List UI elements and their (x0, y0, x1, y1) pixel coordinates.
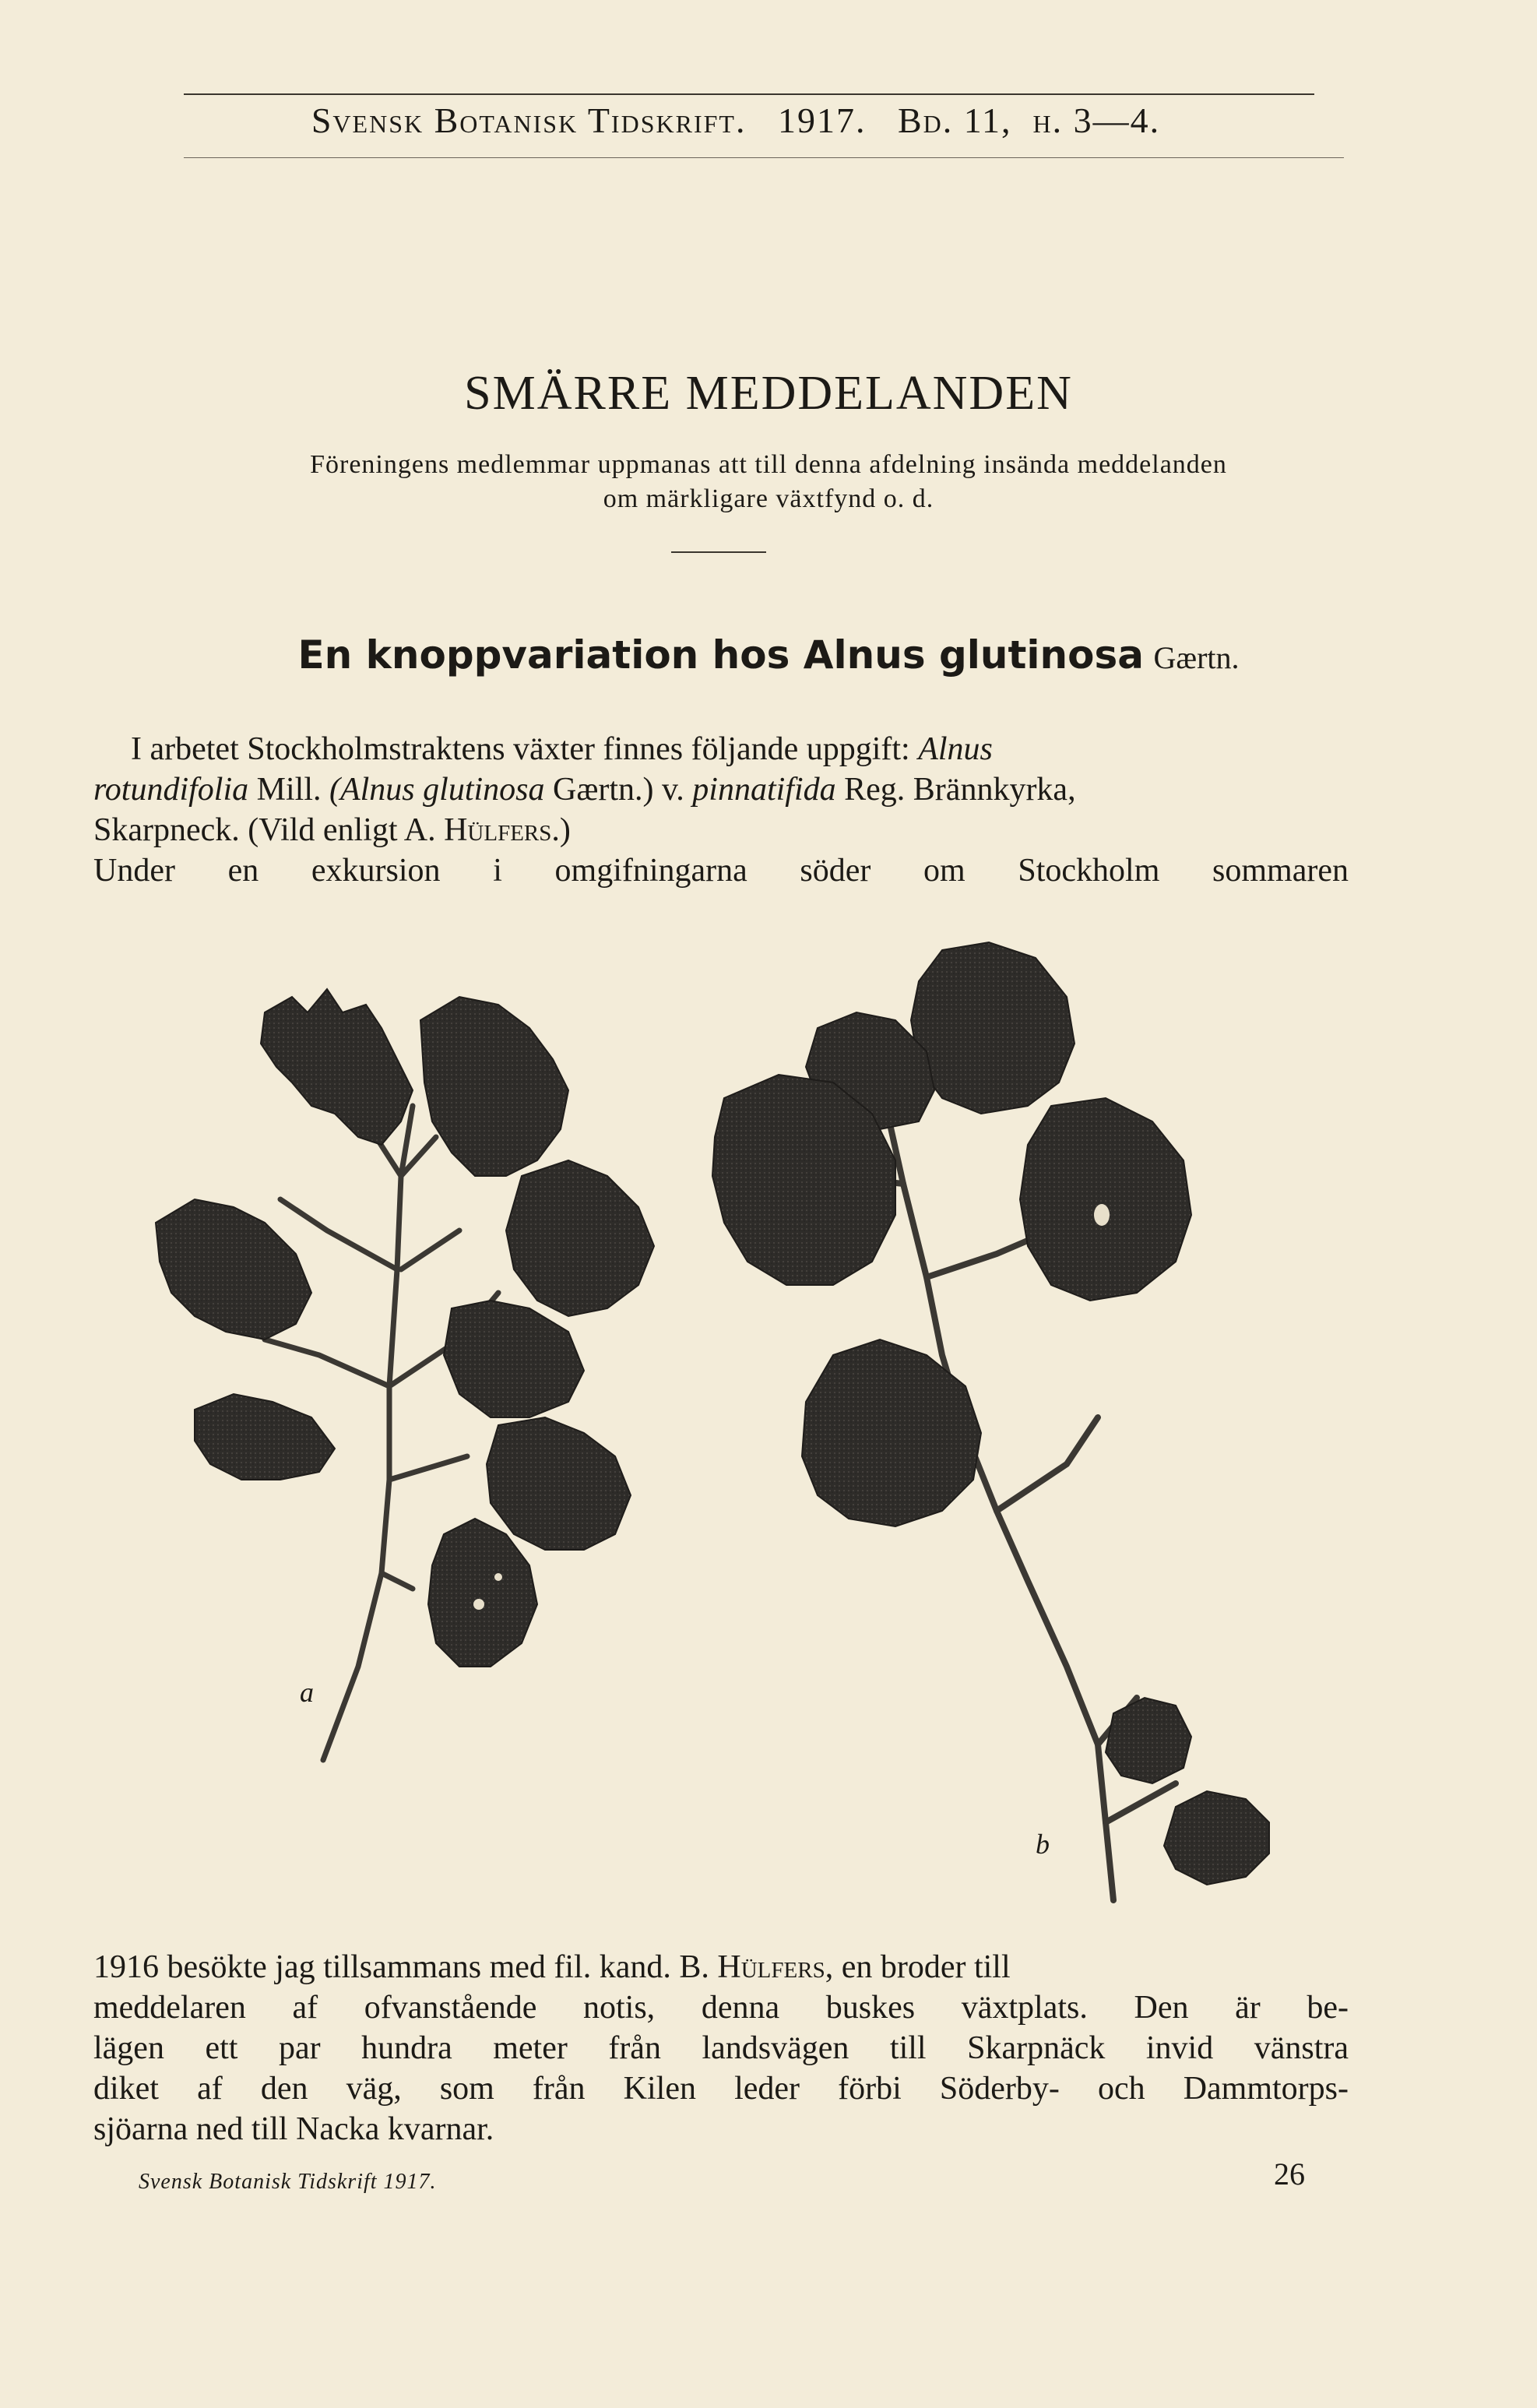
leaf-hole (473, 1599, 484, 1610)
header-year: 1917. (777, 100, 867, 140)
para2-line3: lägen ett par hundra meter från landsvägen till Skarpnäck invid vänstra (93, 2030, 1349, 2066)
leaf-hole (1094, 1204, 1110, 1226)
para2-line1: 1916 besökte jag tillsammans med fil. kand. B. Hülfers, en broder till (93, 1949, 1011, 1985)
para1-line1: I arbetet Stockholmstraktens växter finnes följande uppgift: Alnus (131, 731, 993, 767)
figure-label-a: a (300, 1677, 314, 1708)
para1-line2: rotundifolia Mill. (Alnus glutinosa Gærtn.) v. pinnatifida Reg. Brännkyrka, (93, 772, 1076, 808)
para1-line4: Under en exkursion i omgifningarna söder om Stockholm sommaren (93, 853, 1349, 889)
para1-line3: Skarpneck. (Vild enligt A. Hülfers.) (93, 812, 571, 848)
header-journal: Svensk Botanisk Tidskrift. (311, 100, 747, 140)
leaf-hole (494, 1573, 502, 1581)
footer-journal: Svensk Botanisk Tidskrift 1917. (139, 2170, 437, 2194)
paragraph-1 (93, 729, 1349, 891)
article-title-main: En knoppvariation hos Alnus glutinosa (297, 632, 1145, 678)
section-note-line1: Föreningens medlemmar uppmanas att till denna afdelning insända meddelanden (310, 450, 1227, 479)
page-number: 26 (1274, 2156, 1305, 2191)
article-title-author: Gærtn. (1153, 640, 1240, 675)
twig-b-leaves (712, 942, 1269, 1885)
para2-line2: meddelaren af ofvanstående notis, denna buskes växtplats. Den är be- (93, 1990, 1349, 2026)
section-divider (671, 551, 766, 553)
header-volume: Bd. 11, (897, 100, 1012, 140)
article-title (0, 632, 1537, 678)
paragraph-2 (93, 1947, 1349, 2149)
running-header (156, 100, 1316, 141)
header-rule-bottom (184, 157, 1344, 158)
section-note-line2: om märkligare växtfynd o. d. (603, 484, 934, 513)
twig-a-leaves (156, 989, 654, 1667)
header-rule-top (184, 93, 1314, 95)
figure-alnus-twigs (132, 919, 1285, 1931)
figure-illustration (132, 919, 1285, 1931)
para2-line5: sjöarna ned till Nacka kvarnar. (93, 2111, 494, 2147)
figure-label-b: b (1036, 1829, 1050, 1860)
header-issue: h. 3—4. (1032, 100, 1161, 140)
section-title: SMÄRRE MEDDELANDEN (464, 367, 1073, 420)
para2-line4: diket af den väg, som från Kilen leder förbi Söderby- och Dammtorps- (93, 2071, 1349, 2107)
